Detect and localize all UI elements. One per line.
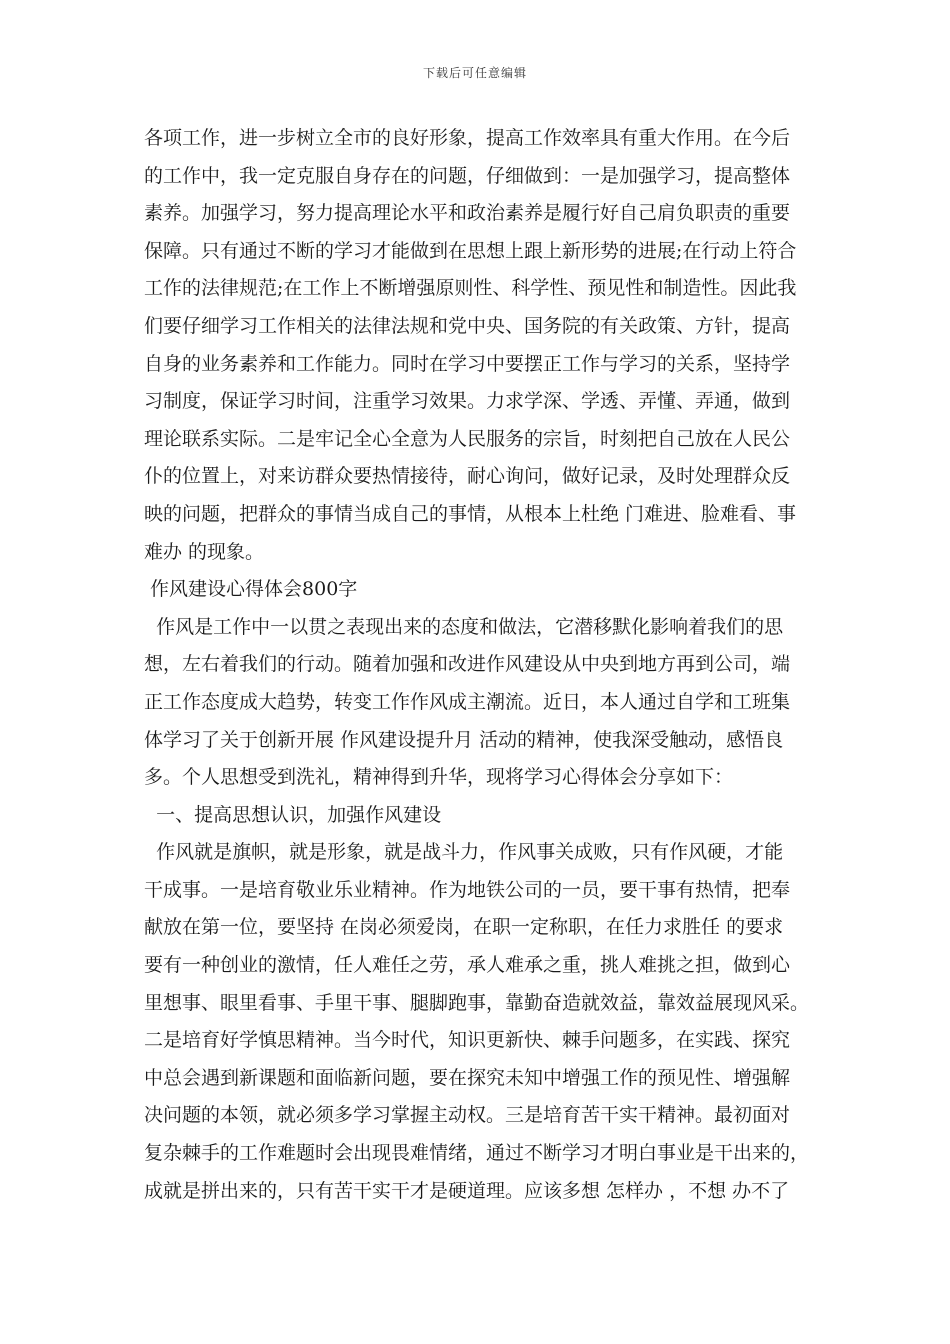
text-line: 干成事。一是培育敬业乐业精神。作为地铁公司的一员，要干事有热情，把奉 <box>144 878 791 901</box>
text-line: 复杂棘手的工作难题时会出现畏难情绪，通过不断学习才明白事业是干出来的， <box>144 1142 810 1165</box>
text-line: 要有一种创业的激情，任人难任之劳，承人难承之重，挑人难挑之担，做到心 <box>144 954 791 977</box>
text-line: 成就是拼出来的，只有苦干实干才是硬道理。应该多想 怎样办 ，不想 办不了 <box>144 1179 790 1202</box>
text-line: 的工作中，我一定克服自身存在的问题，仔细做到：一是加强学习，提高整体 <box>144 164 791 187</box>
text-line: 仆的位置上，对来访群众要热情接待，耐心询问，做好记录，及时处理群众反 <box>144 465 791 488</box>
text-line: 中总会遇到新课题和面临新问题，要在探究未知中增强工作的预见性、增强解 <box>144 1066 791 1089</box>
document-body <box>144 120 824 1210</box>
text-line: 作风是工作中一以贯之表现出来的态度和做法，它潜移默化影响着我们的思 <box>144 615 784 638</box>
text-line: 保障。只有通过不断的学习才能做到在思想上跟上新形势的进展;在行动上符合 <box>144 239 797 262</box>
text-line: 二是培育好学慎思精神。当今时代，知识更新快、棘手问题多，在实践、探究 <box>144 1029 791 1052</box>
page-header: 下载后可任意编辑 <box>422 66 527 80</box>
text-line: 里想事、眼里看事、手里干事、腿脚跑事，靠勤奋造就效益，靠效益展现风采。 <box>144 991 810 1014</box>
text-line: 正工作态度成大趋势，转变工作作风成主潮流。近日，本人通过自学和工班集 <box>144 690 791 713</box>
text-line: 映的问题，把群众的事情当成自己的事情，从根本上杜绝 门难进、脸难看、事 <box>144 502 797 525</box>
text-line: 体学习了关于创新开展 作风建设提升月 活动的精神，使我深受触动，感悟良 <box>144 728 784 751</box>
subsection-heading: 一、提高思想认识，加强作风建设 <box>144 803 442 826</box>
text-line: 自身的业务素养和工作能力。同时在学习中要摆正工作与学习的关系，坚持学 <box>144 352 791 375</box>
text-line: 作风就是旗帜，就是形象，就是战斗力，作风事关成败，只有作风硬，才能 <box>144 841 784 864</box>
text-line: 多。个人思想受到洗礼，精神得到升华，现将学习心得体会分享如下： <box>144 766 734 789</box>
text-line: 素养。加强学习，努力提高理论水平和政治素养是履行好自己肩负职责的重要 <box>144 202 791 225</box>
text-line: 难办 的现象。 <box>144 540 265 563</box>
text-line: 献放在第一位，要坚持 在岗必须爱岗，在职一定称职，在任力求胜任 的要求 <box>144 916 784 939</box>
text-line: 工作的法律规范;在工作上不断增强原则性、科学性、预见性和制造性。因此我 <box>144 277 797 300</box>
text-line: 们要仔细学习工作相关的法律法规和党中央、国务院的有关政策、方针，提高 <box>144 314 791 337</box>
text-line: 习制度，保证学习时间，注重学习效果。力求学深、学透、弄懂、弄通，做到 <box>144 390 791 413</box>
text-line: 决问题的本领，就必须多学习掌握主动权。三是培育苦干实干精神。最初面对 <box>144 1104 791 1127</box>
text-line: 理论联系实际。二是牢记全心全意为人民服务的宗旨，时刻把自己放在人民公 <box>144 427 791 450</box>
section-title: 作风建设心得体会800字 <box>144 578 358 601</box>
text-line: 各项工作，进一步树立全市的良好形象，提高工作效率具有重大作用。在今后 <box>144 127 791 149</box>
text-line: 想，左右着我们的行动。随着加强和改进作风建设从中央到地方再到公司，端 <box>144 653 791 676</box>
